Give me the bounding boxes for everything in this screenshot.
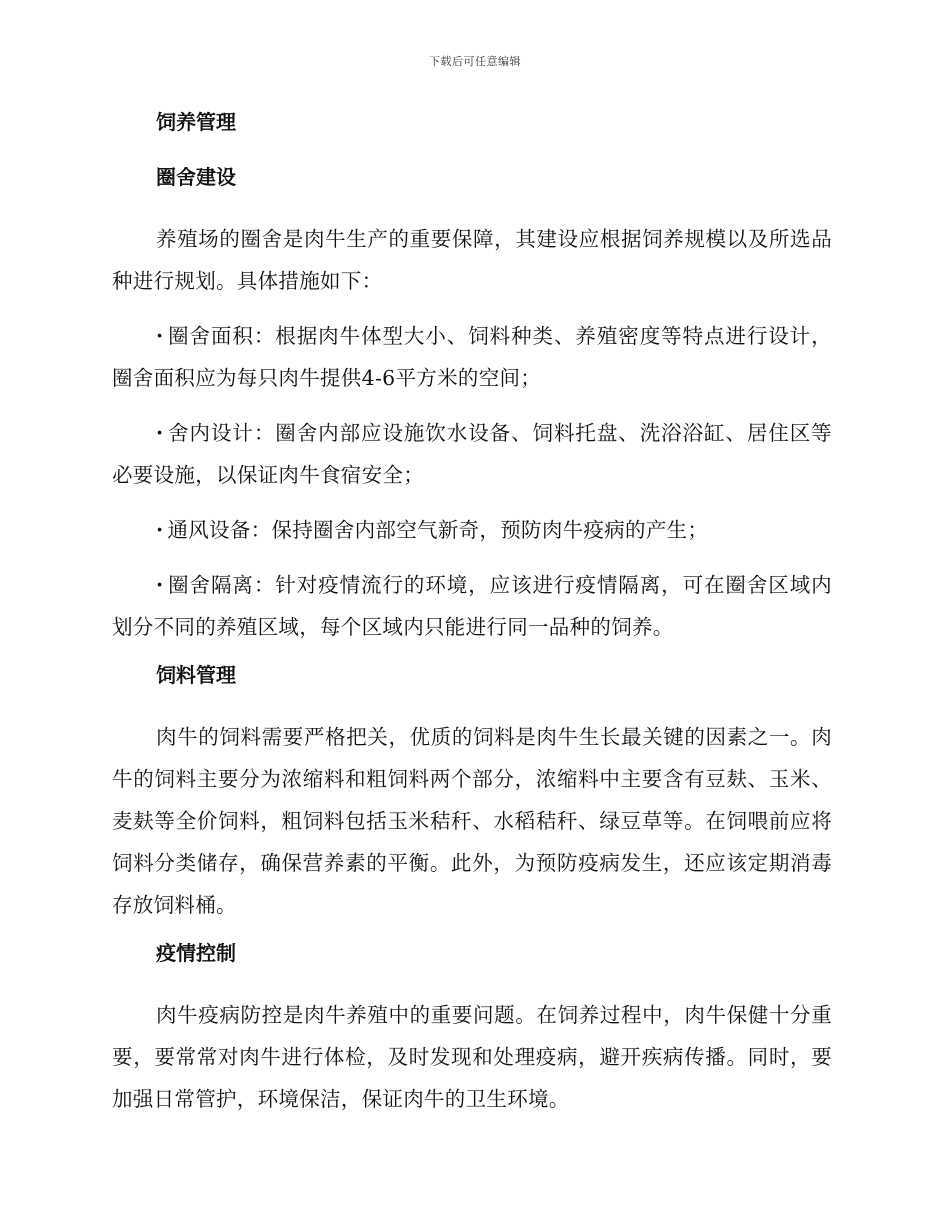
housing-bullet-area bbox=[112, 315, 832, 399]
section-title-feed: 饲料管理 bbox=[156, 663, 236, 687]
housing-intro-paragraph: 养殖场的圈舍是肉牛生产的重要保障，其建设应根据饲养规模以及所选品种进行规划。具体措施如下： bbox=[112, 227, 832, 293]
bullet-dot-icon: · bbox=[156, 573, 164, 597]
section-title-housing: 圈舍建设 bbox=[156, 165, 236, 189]
bullet-text: 舍内设计：圈舍内部应设施饮水设备、饲料托盘、洗浴浴缸、居住区等必要设施，以保证肉牛食宿安全； bbox=[112, 421, 832, 487]
housing-bullet-interior bbox=[112, 412, 832, 496]
document-body bbox=[112, 108, 832, 1133]
section-title-epidemic: 疫情控制 bbox=[156, 941, 236, 965]
bullet-dot-icon: · bbox=[156, 421, 164, 445]
housing-bullet-ventilation bbox=[112, 509, 832, 551]
housing-bullet-isolation bbox=[112, 564, 832, 648]
bullet-text: 圈舍隔离：针对疫情流行的环境，应该进行疫情隔离，可在圈舍区域内划分不同的养殖区域，每个区域内只能进行同一品种的饲养。 bbox=[112, 573, 832, 639]
bullet-dot-icon: · bbox=[156, 518, 164, 542]
epidemic-paragraph: 肉牛疫病防控是肉牛养殖中的重要问题。在饲养过程中，肉牛保健十分重要，要常常对肉牛进行体检，及时发现和处理疫病，避开疾病传播。同时，要加强日常管护，环境保洁，保证肉牛的卫生环境。 bbox=[112, 1003, 832, 1111]
bullet-dot-icon: · bbox=[156, 324, 164, 348]
page-header-note: 下载后可任意编辑 bbox=[429, 55, 521, 68]
bullet-text: 圈舍面积：根据肉牛体型大小、饲料种类、养殖密度等特点进行设计，圈舍面积应为每只肉牛提供4-6平方米的空间； bbox=[112, 324, 832, 390]
feed-paragraph: 肉牛的饲料需要严格把关，优质的饲料是肉牛生长最关键的因素之一。肉牛的饲料主要分为浓缩料和粗饲料两个部分，浓缩料中主要含有豆麸、玉米、麦麸等全价饲料，粗饲料包括玉米秸秆、水稻秸秆、绿豆草等。在饲喂前应将饲料分类储存，确保营养素的平衡。此外，为预防疫病发生，还应该定期消毒存放饲料桶。 bbox=[112, 725, 832, 917]
section-title-feeding-management: 饲养管理 bbox=[156, 110, 236, 134]
bullet-text: 通风设备：保持圈舍内部空气新奇，预防肉牛疫病的产生； bbox=[167, 518, 709, 542]
